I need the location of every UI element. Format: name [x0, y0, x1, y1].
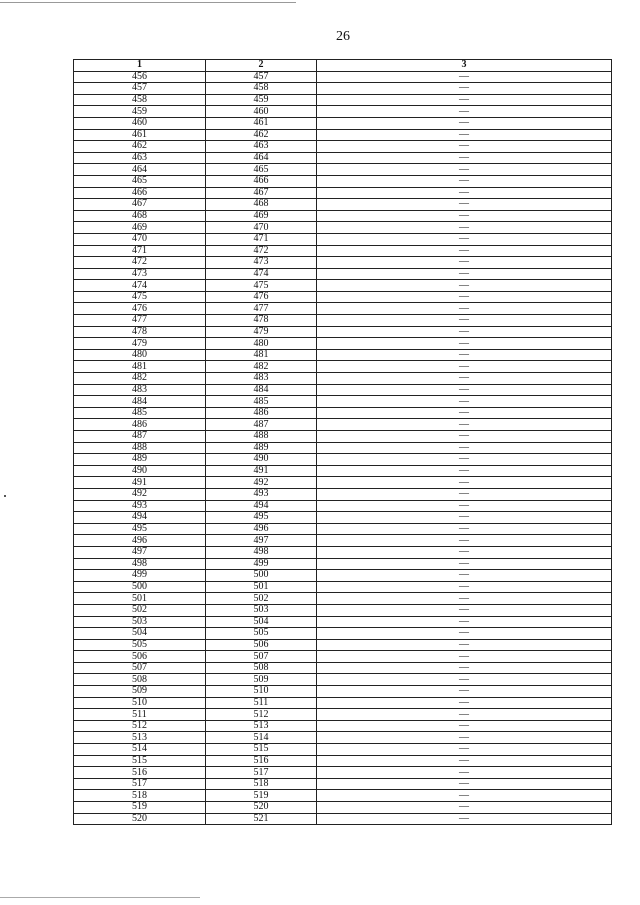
- table-cell-col-3: —: [317, 778, 612, 790]
- table-cell-col-3: —: [317, 802, 612, 814]
- table-cell-col-2: 463: [206, 141, 317, 153]
- table-cell-col-2: 497: [206, 535, 317, 547]
- table-cell-col-1: 496: [74, 535, 206, 547]
- table-row: [74, 767, 612, 779]
- table-cell-col-3: —: [317, 535, 612, 547]
- table-row: [74, 744, 612, 756]
- table-cell-col-2: 505: [206, 628, 317, 640]
- table-row: [74, 546, 612, 558]
- table-cell-col-3: —: [317, 361, 612, 373]
- table-cell-col-2: 470: [206, 222, 317, 234]
- table-row: [74, 407, 612, 419]
- table-cell-col-3: —: [317, 662, 612, 674]
- table-row: [74, 233, 612, 245]
- table-cell-col-3: —: [317, 349, 612, 361]
- table-row: [74, 199, 612, 211]
- table-cell-col-1: 474: [74, 280, 206, 292]
- table-cell-col-2: 494: [206, 500, 317, 512]
- table-row: [74, 686, 612, 698]
- table-cell-col-1: 479: [74, 338, 206, 350]
- table-cell-col-2: 466: [206, 175, 317, 187]
- table-row: [74, 361, 612, 373]
- table-cell-col-3: —: [317, 454, 612, 466]
- table-cell-col-2: 503: [206, 604, 317, 616]
- table-cell-col-1: 504: [74, 628, 206, 640]
- table-row: [74, 651, 612, 663]
- table-cell-col-3: —: [317, 280, 612, 292]
- table-cell-col-3: —: [317, 488, 612, 500]
- table-row: [74, 454, 612, 466]
- table-cell-col-3: —: [317, 291, 612, 303]
- table-cell-col-3: —: [317, 639, 612, 651]
- table-cell-col-2: 458: [206, 83, 317, 95]
- table-cell-col-2: 476: [206, 291, 317, 303]
- table-cell-col-1: 512: [74, 720, 206, 732]
- table-row: [74, 384, 612, 396]
- table-cell-col-1: 464: [74, 164, 206, 176]
- table-cell-col-1: 463: [74, 152, 206, 164]
- table-cell-col-1: 477: [74, 315, 206, 327]
- table-cell-col-2: 517: [206, 767, 317, 779]
- table-cell-col-1: 503: [74, 616, 206, 628]
- table-cell-col-1: 520: [74, 813, 206, 825]
- table-row: [74, 117, 612, 129]
- table-cell-col-1: 492: [74, 488, 206, 500]
- table-cell-col-1: 483: [74, 384, 206, 396]
- table-cell-col-3: —: [317, 268, 612, 280]
- table-cell-col-3: —: [317, 477, 612, 489]
- table-row: [74, 616, 612, 628]
- table-cell-col-2: 492: [206, 477, 317, 489]
- table-cell-col-1: 484: [74, 396, 206, 408]
- table-cell-col-2: 504: [206, 616, 317, 628]
- table-row: [74, 755, 612, 767]
- table-cell-col-1: 509: [74, 686, 206, 698]
- table-row: [74, 187, 612, 199]
- table-cell-col-1: 488: [74, 442, 206, 454]
- table-cell-col-3: —: [317, 651, 612, 663]
- table-cell-col-1: 518: [74, 790, 206, 802]
- table-cell-col-2: 465: [206, 164, 317, 176]
- table-row: [74, 674, 612, 686]
- table-cell-col-2: 518: [206, 778, 317, 790]
- table-cell-col-1: 493: [74, 500, 206, 512]
- table-cell-col-2: 461: [206, 117, 317, 129]
- table-cell-col-1: 508: [74, 674, 206, 686]
- table-cell-col-1: 491: [74, 477, 206, 489]
- table-cell-col-1: 457: [74, 83, 206, 95]
- table-cell-col-3: —: [317, 686, 612, 698]
- table-cell-col-3: —: [317, 581, 612, 593]
- table-row: [74, 164, 612, 176]
- table-row: [74, 662, 612, 674]
- table-cell-col-2: 488: [206, 431, 317, 443]
- table-cell-col-2: 457: [206, 71, 317, 83]
- table-cell-col-2: 484: [206, 384, 317, 396]
- table-cell-col-2: 482: [206, 361, 317, 373]
- table-cell-col-3: —: [317, 117, 612, 129]
- table-cell-col-2: 507: [206, 651, 317, 663]
- table-cell-col-3: —: [317, 303, 612, 315]
- table-cell-col-1: 494: [74, 512, 206, 524]
- table-cell-col-1: 461: [74, 129, 206, 141]
- table-cell-col-2: 487: [206, 419, 317, 431]
- table-cell-col-1: 462: [74, 141, 206, 153]
- table-row: [74, 802, 612, 814]
- table-cell-col-2: 483: [206, 373, 317, 385]
- table-cell-col-1: 458: [74, 94, 206, 106]
- table-cell-col-1: 486: [74, 419, 206, 431]
- table-cell-col-2: 500: [206, 570, 317, 582]
- table-cell-col-1: 478: [74, 326, 206, 338]
- table-row: [74, 720, 612, 732]
- table-cell-col-2: 490: [206, 454, 317, 466]
- column-header-2: 2: [206, 60, 317, 72]
- table-cell-col-3: —: [317, 210, 612, 222]
- table-row: [74, 488, 612, 500]
- table-cell-col-2: 475: [206, 280, 317, 292]
- table-row: [74, 709, 612, 721]
- table-cell-col-3: —: [317, 523, 612, 535]
- table-cell-col-1: 498: [74, 558, 206, 570]
- table-row: [74, 500, 612, 512]
- table-cell-col-1: 460: [74, 117, 206, 129]
- table-row: [74, 141, 612, 153]
- table-cell-col-3: —: [317, 709, 612, 721]
- table-row: [74, 628, 612, 640]
- table-cell-col-3: —: [317, 71, 612, 83]
- table-row: [74, 315, 612, 327]
- table-cell-col-2: 491: [206, 465, 317, 477]
- table-cell-col-3: —: [317, 790, 612, 802]
- table-cell-col-2: 516: [206, 755, 317, 767]
- table-cell-col-3: —: [317, 338, 612, 350]
- table-cell-col-2: 509: [206, 674, 317, 686]
- table-cell-col-2: 486: [206, 407, 317, 419]
- scan-speck: [4, 495, 6, 497]
- table-cell-col-3: —: [317, 442, 612, 454]
- table-row: [74, 465, 612, 477]
- table-cell-col-3: —: [317, 813, 612, 825]
- table-row: [74, 570, 612, 582]
- table-cell-col-2: 501: [206, 581, 317, 593]
- table-cell-col-3: —: [317, 720, 612, 732]
- column-header-1: 1: [74, 60, 206, 72]
- table-cell-col-2: 467: [206, 187, 317, 199]
- table-cell-col-3: —: [317, 245, 612, 257]
- table-cell-col-1: 473: [74, 268, 206, 280]
- table-cell-col-2: 477: [206, 303, 317, 315]
- table-cell-col-1: 511: [74, 709, 206, 721]
- table-row: [74, 813, 612, 825]
- table-row: [74, 257, 612, 269]
- table-cell-col-3: —: [317, 558, 612, 570]
- table-cell-col-2: 471: [206, 233, 317, 245]
- table-row: [74, 94, 612, 106]
- table-cell-col-1: 506: [74, 651, 206, 663]
- table-cell-col-1: 467: [74, 199, 206, 211]
- table-cell-col-1: 475: [74, 291, 206, 303]
- table-cell-col-3: —: [317, 744, 612, 756]
- table-row: [74, 222, 612, 234]
- table-row: [74, 558, 612, 570]
- table-cell-col-3: —: [317, 407, 612, 419]
- table-cell-col-2: 472: [206, 245, 317, 257]
- table-row: [74, 338, 612, 350]
- table-cell-col-3: —: [317, 604, 612, 616]
- table-row: [74, 778, 612, 790]
- table-cell-col-3: —: [317, 94, 612, 106]
- table-cell-col-1: 505: [74, 639, 206, 651]
- table-row: [74, 106, 612, 118]
- table-cell-col-1: 517: [74, 778, 206, 790]
- table-row: [74, 442, 612, 454]
- table-cell-col-2: 479: [206, 326, 317, 338]
- table-cell-col-2: 481: [206, 349, 317, 361]
- table-cell-col-2: 496: [206, 523, 317, 535]
- table-cell-col-1: 513: [74, 732, 206, 744]
- table-cell-col-1: 465: [74, 175, 206, 187]
- table-cell-col-2: 462: [206, 129, 317, 141]
- table-cell-col-3: —: [317, 431, 612, 443]
- table-cell-col-1: 500: [74, 581, 206, 593]
- table-row: [74, 280, 612, 292]
- table-cell-col-3: —: [317, 616, 612, 628]
- table-cell-col-2: 510: [206, 686, 317, 698]
- table-cell-col-1: 485: [74, 407, 206, 419]
- table-cell-col-2: 495: [206, 512, 317, 524]
- table-cell-col-2: 459: [206, 94, 317, 106]
- table-cell-col-3: —: [317, 164, 612, 176]
- table-cell-col-1: 510: [74, 697, 206, 709]
- table-cell-col-2: 508: [206, 662, 317, 674]
- table-cell-col-2: 468: [206, 199, 317, 211]
- table-row: [74, 326, 612, 338]
- table-cell-col-3: —: [317, 697, 612, 709]
- table-row: [74, 431, 612, 443]
- table-cell-col-3: —: [317, 546, 612, 558]
- table-row: [74, 790, 612, 802]
- table-cell-col-3: —: [317, 373, 612, 385]
- table-cell-col-2: 512: [206, 709, 317, 721]
- data-table: [73, 59, 612, 825]
- table-row: [74, 639, 612, 651]
- table-cell-col-3: —: [317, 233, 612, 245]
- top-scan-rule: [0, 2, 296, 3]
- table-cell-col-1: 499: [74, 570, 206, 582]
- table-cell-col-2: 489: [206, 442, 317, 454]
- table-cell-col-3: —: [317, 175, 612, 187]
- table-cell-col-3: —: [317, 141, 612, 153]
- table-row: [74, 83, 612, 95]
- table-cell-col-3: —: [317, 83, 612, 95]
- table-cell-col-2: 514: [206, 732, 317, 744]
- table-cell-col-3: —: [317, 500, 612, 512]
- table-cell-col-3: —: [317, 767, 612, 779]
- table-row: [74, 175, 612, 187]
- table-row: [74, 732, 612, 744]
- table-cell-col-2: 502: [206, 593, 317, 605]
- table-cell-col-2: 521: [206, 813, 317, 825]
- table-row: [74, 419, 612, 431]
- table-cell-col-1: 495: [74, 523, 206, 535]
- table-cell-col-3: —: [317, 199, 612, 211]
- table-row: [74, 291, 612, 303]
- table-row: [74, 349, 612, 361]
- table-cell-col-3: —: [317, 187, 612, 199]
- table-row: [74, 512, 612, 524]
- table-row: [74, 523, 612, 535]
- table-cell-col-2: 498: [206, 546, 317, 558]
- table-cell-col-1: 470: [74, 233, 206, 245]
- table-cell-col-3: —: [317, 674, 612, 686]
- table-cell-col-3: —: [317, 419, 612, 431]
- table-row: [74, 593, 612, 605]
- table-row: [74, 303, 612, 315]
- table-row: [74, 245, 612, 257]
- table-cell-col-3: —: [317, 570, 612, 582]
- table-cell-col-2: 511: [206, 697, 317, 709]
- table-cell-col-3: —: [317, 257, 612, 269]
- table-row: [74, 268, 612, 280]
- table-row: [74, 71, 612, 83]
- table-cell-col-2: 464: [206, 152, 317, 164]
- table-cell-col-3: —: [317, 593, 612, 605]
- table-cell-col-3: —: [317, 222, 612, 234]
- table-row: [74, 477, 612, 489]
- table-cell-col-1: 516: [74, 767, 206, 779]
- table-cell-col-1: 501: [74, 593, 206, 605]
- table-cell-col-1: 519: [74, 802, 206, 814]
- table-cell-col-2: 519: [206, 790, 317, 802]
- table-cell-col-1: 487: [74, 431, 206, 443]
- table-cell-col-2: 506: [206, 639, 317, 651]
- table-cell-col-1: 482: [74, 373, 206, 385]
- table-cell-col-1: 497: [74, 546, 206, 558]
- table-cell-col-3: —: [317, 465, 612, 477]
- table-cell-col-1: 472: [74, 257, 206, 269]
- table-cell-col-1: 502: [74, 604, 206, 616]
- table-cell-col-1: 507: [74, 662, 206, 674]
- table-cell-col-1: 471: [74, 245, 206, 257]
- table-row: [74, 373, 612, 385]
- table-cell-col-3: —: [317, 106, 612, 118]
- table-cell-col-1: 489: [74, 454, 206, 466]
- table-cell-col-3: —: [317, 755, 612, 767]
- table-row: [74, 581, 612, 593]
- table-cell-col-2: 478: [206, 315, 317, 327]
- table-cell-col-3: —: [317, 512, 612, 524]
- column-header-3: 3: [317, 60, 612, 72]
- table-row: [74, 396, 612, 408]
- table-cell-col-1: 459: [74, 106, 206, 118]
- table-row: [74, 535, 612, 547]
- table-cell-col-2: 474: [206, 268, 317, 280]
- table-cell-col-1: 466: [74, 187, 206, 199]
- table-cell-col-2: 485: [206, 396, 317, 408]
- table-cell-col-1: 481: [74, 361, 206, 373]
- table-cell-col-1: 480: [74, 349, 206, 361]
- table-header-row: [74, 60, 612, 72]
- table-cell-col-2: 460: [206, 106, 317, 118]
- table-cell-col-1: 515: [74, 755, 206, 767]
- table-row: [74, 697, 612, 709]
- table-cell-col-1: 468: [74, 210, 206, 222]
- table-cell-col-2: 499: [206, 558, 317, 570]
- table-cell-col-1: 490: [74, 465, 206, 477]
- table-cell-col-2: 520: [206, 802, 317, 814]
- table-cell-col-3: —: [317, 152, 612, 164]
- table-row: [74, 152, 612, 164]
- table-cell-col-1: 476: [74, 303, 206, 315]
- table-cell-col-2: 493: [206, 488, 317, 500]
- page-number: 26: [336, 29, 350, 44]
- table-cell-col-2: 473: [206, 257, 317, 269]
- table-cell-col-1: 514: [74, 744, 206, 756]
- table-cell-col-1: 469: [74, 222, 206, 234]
- table-row: [74, 210, 612, 222]
- table-row: [74, 129, 612, 141]
- table-cell-col-3: —: [317, 326, 612, 338]
- table-cell-col-2: 469: [206, 210, 317, 222]
- table-cell-col-3: —: [317, 384, 612, 396]
- table-cell-col-3: —: [317, 315, 612, 327]
- table-cell-col-3: —: [317, 396, 612, 408]
- table-cell-col-2: 515: [206, 744, 317, 756]
- table-cell-col-3: —: [317, 129, 612, 141]
- table-cell-col-3: —: [317, 732, 612, 744]
- table-body: [74, 71, 612, 825]
- bottom-scan-rule: [0, 897, 200, 898]
- table-row: [74, 604, 612, 616]
- table-cell-col-1: 456: [74, 71, 206, 83]
- table-cell-col-2: 480: [206, 338, 317, 350]
- table-cell-col-2: 513: [206, 720, 317, 732]
- table-cell-col-3: —: [317, 628, 612, 640]
